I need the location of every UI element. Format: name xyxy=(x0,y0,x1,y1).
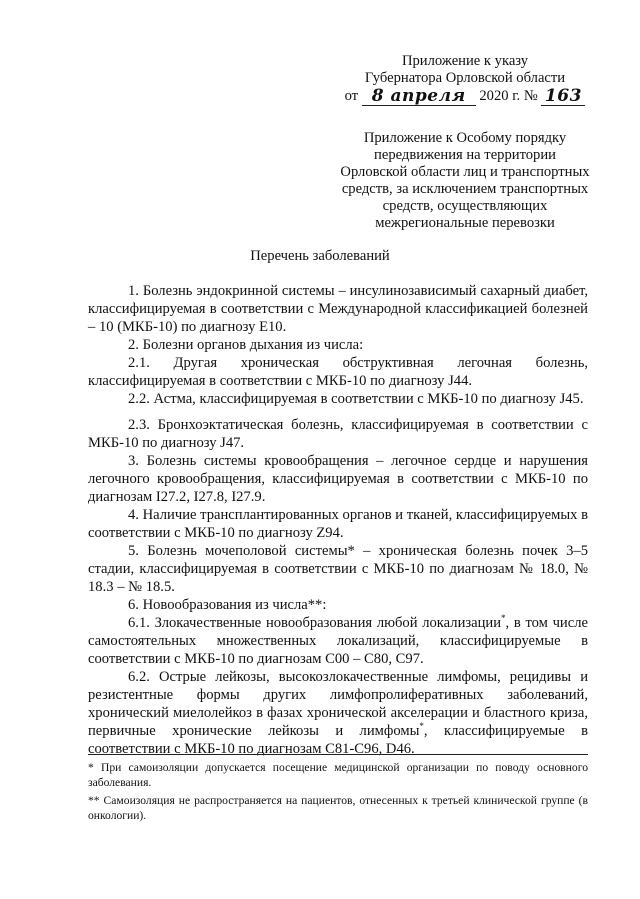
list-item-3: 3. Болезнь системы кровообращения – легочное сердце и нарушения легочного кровообращения, классифицируемая в соответствии с МКБ-10 по диагнозам I27.2, I27.8, I27.9. xyxy=(88,453,588,505)
handwritten-date: 8 апреля xyxy=(371,86,466,106)
list-item-2-2: 2.2. Астма, классифицируемая в соответствии с МКБ-10 по диагнозу J45. xyxy=(128,391,584,407)
list-item-6: 6. Новообразования из числа**: xyxy=(128,597,327,613)
number-blank xyxy=(541,88,585,106)
footnote-mark: * xyxy=(419,721,424,732)
decree-annex-line-2: Губернатора Орловской области xyxy=(364,70,566,86)
list-item-2-1: 2.1. Другая хроническая обструктивная легочная болезнь, классифицируемая в соответствии с МКБ-10 по диагнозу J44. xyxy=(88,355,588,389)
decree-annex-line-1: Приложение к указу xyxy=(401,53,529,69)
list-item-5: 5. Болезнь мочеполовой системы* – хроническая болезнь почек 3–5 стадии, классифицируемая в соответствии с МКБ-10 по диагнозам № 18.0, № 18.3 – № 18.5. xyxy=(88,543,588,595)
order-annex-line: Орловской области лиц и транспортных xyxy=(340,164,590,180)
footnotes xyxy=(88,760,588,826)
list-item-4: 4. Наличие трансплантированных органов и тканей, классифицируемых в соответствии с МКБ-10 по диагнозу Z94. xyxy=(88,507,588,541)
footnote-1: * При самоизоляции допускается посещение медицинской организации по поводу основного заболевания. xyxy=(88,761,588,789)
handwritten-number: 163 xyxy=(544,86,582,106)
order-annex-line: межрегиональные перевозки xyxy=(375,215,555,231)
list-item-1: 1. Болезнь эндокринной системы – инсулинозависимый сахарный диабет, классифицируемая в соответствии с Международной классификацией болезней – 10 (МКБ-10) по диагнозу Е10. xyxy=(88,283,588,335)
order-annex-line: средств, за исключением транспортных xyxy=(341,181,589,197)
footnote-2: ** Самоизоляция не распространяется на пациентов, отнесенных к третьей клинической группе (в онкологии). xyxy=(88,794,588,822)
list-item-6-2 xyxy=(88,668,588,758)
order-annex-line: средств, осуществляющих xyxy=(382,198,548,214)
item-6-2-text-cont: , классифицируемые в соответствии с МКБ-10 по диагнозам С81-С96, D46. xyxy=(88,723,588,757)
order-annex-line: передвижения на территории xyxy=(374,147,556,163)
date-prefix: от xyxy=(344,88,359,104)
item-6-1-text-cont: , в том числе самостоятельных множественных локализаций, классифицируемые в соответствии с МКБ-10 по диагнозам С00 – С80, С97. xyxy=(88,615,588,667)
list-heading: Перечень заболеваний xyxy=(250,248,390,264)
footnote-divider xyxy=(88,754,588,755)
order-annex-line: Приложение к Особому порядку xyxy=(363,130,567,146)
disease-list xyxy=(88,282,588,758)
item-6-1-text: 6.1. Злокачественные новообразования любой локализации xyxy=(128,615,502,631)
date-blank xyxy=(362,88,476,106)
footnote-mark: * xyxy=(501,613,506,624)
list-item-6-1 xyxy=(88,614,588,668)
year-number-label: 2020 г. № xyxy=(479,88,538,104)
order-annex-header xyxy=(335,130,595,232)
decree-annex-header xyxy=(335,53,595,105)
list-item-2-3: 2.3. Бронхоэктатическая болезнь, классифицируемая в соответствии с МКБ-10 по диагнозу J47. xyxy=(88,417,588,451)
item-6-2-text: 6.2. Острые лейкозы, высокозлокачественные лимфомы, рецидивы и резистентные формы других лимфопролиферативных заболеваний, хронический миелолейкоз в фазах хронической акселерации и бластного криза, первичные хронические лейкозы и лимфомы xyxy=(88,669,588,739)
decree-date-line xyxy=(335,87,595,105)
list-item-2: 2. Болезни органов дыхания из числа: xyxy=(128,337,364,353)
